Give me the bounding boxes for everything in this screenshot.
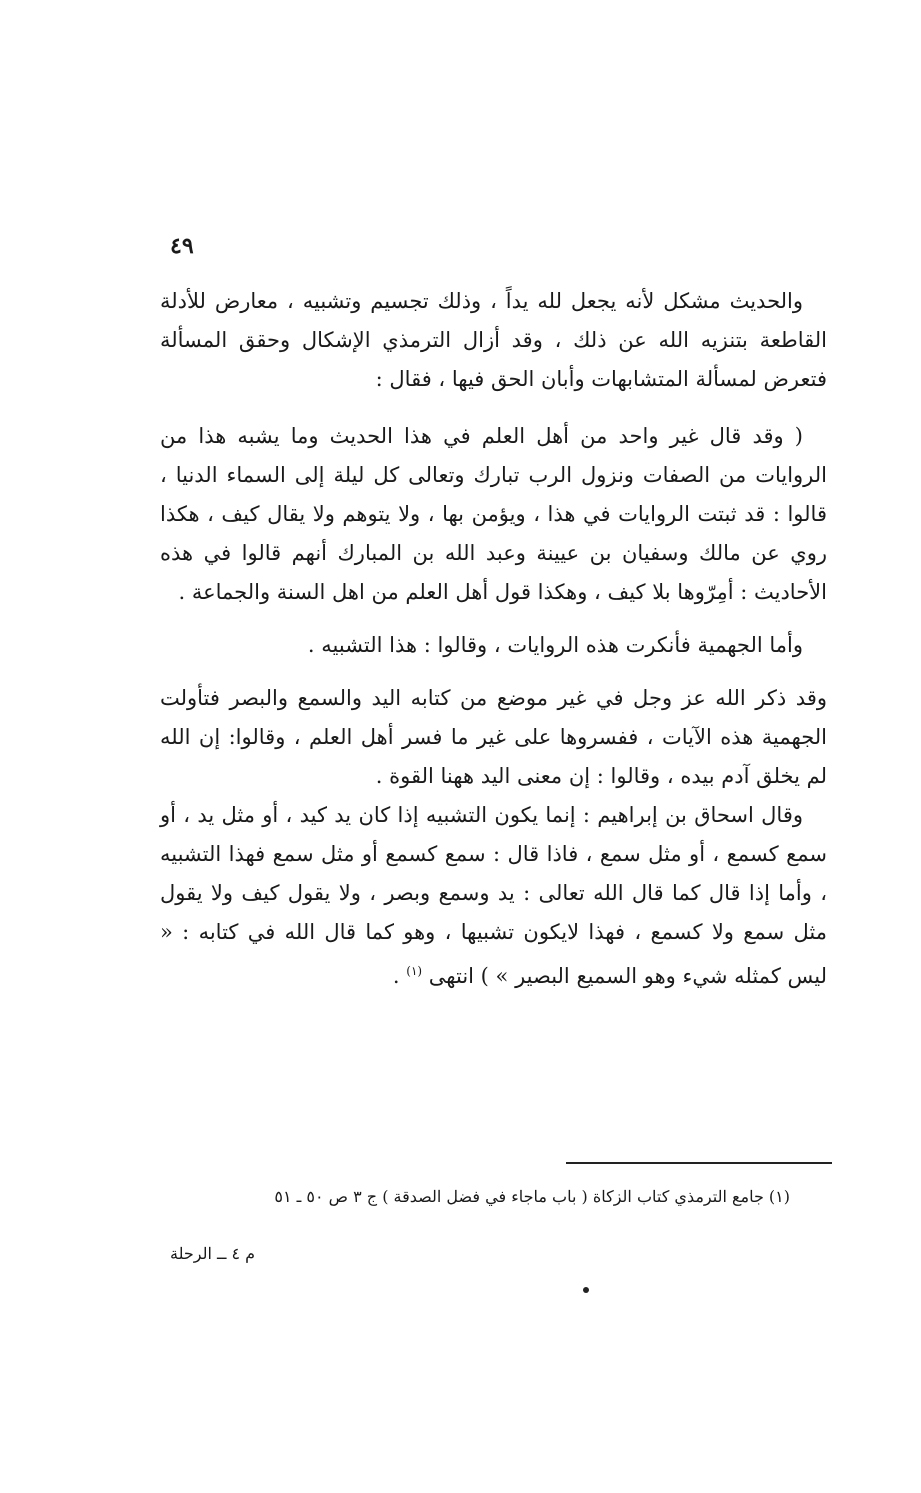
page-number: ٤٩: [170, 233, 194, 259]
paragraph-4: وقد ذكر الله عز وجل في غير موضع من كتابه اليد والسمع والبصر فتأولت الجهمية هذه الآيات ، ففسروها على غير ما فسر أهل العلم ، وقالوا: إن الله لم يخلق آدم بيده ، وقالوا : إن معنى اليد ههنا القوة .: [160, 686, 827, 788]
paragraph-2: ( وقد قال غير واحد من أهل العلم في هذا الحديث وما يشبه هذا من الروايات من الصفات ونزول الرب تبارك وتعالى كل ليلة إلى السماء الدنيا ، قالوا : قد ثبتت الروايات في هذا ، ويؤمن بها ، ولا يتوهم ولا يقال كيف ، هكذا روي عن مالك وسفيان بن عيينة وعبد الله بن المبارك أنهم قالوا في هذه الأحاديث : أمِرّوها بلا كيف ، وهكذا قول أهل العلم من اهل السنة والجماعة .: [160, 424, 827, 604]
paragraph-5: [160, 796, 827, 996]
paragraph-5-text: وقال اسحاق بن إبراهيم : إنما يكون التشبيه إذا كان يد كيد ، أو مثل يد ، أو سمع كسمع ، أو مثل سمع ، فاذا قال : سمع كسمع أو مثل سمع فهذا التشبيه ، وأما إذا قال كما قال الله تعالى : يد وسمع وبصر ، ولا يقول كيف ولا يقول مثل سمع ولا كسمع ، فهذا لايكون تشبيها ، وهو كما قال الله في كتابه : « ليس كمثله شيء وهو السميع البصير » ) انتهى: [160, 803, 827, 988]
main-text: [160, 282, 827, 1014]
paragraph-3: وأما الجهمية فأنكرت هذه الروايات ، وقالوا : هذا التشبيه .: [307, 633, 803, 657]
page-signature: م ٤ ــ الرحلة: [170, 1244, 256, 1263]
paragraph-5-end: .: [392, 964, 400, 988]
paragraph-1: والحديث مشكل لأنه يجعل لله يداً ، وذلك تجسيم وتشبيه ، معارض للأدلة القاطعة بتنزيه الله عن ذلك ، وقد أزال الترمذي الإشكال وحقق المسألة فتعرض لمسألة المتشابهات وأبان الحق فيها ، فقال :: [160, 289, 827, 391]
footnote-divider: [566, 1162, 832, 1164]
footnote: (١) جامع الترمذي كتاب الزكاة ( باب ماجاء في فضل الصدقة ) ج ٣ ص ٥٠ ـ ٥١: [274, 1187, 790, 1206]
footnote-marker: (١): [406, 964, 423, 978]
ink-dot: [583, 1287, 589, 1293]
